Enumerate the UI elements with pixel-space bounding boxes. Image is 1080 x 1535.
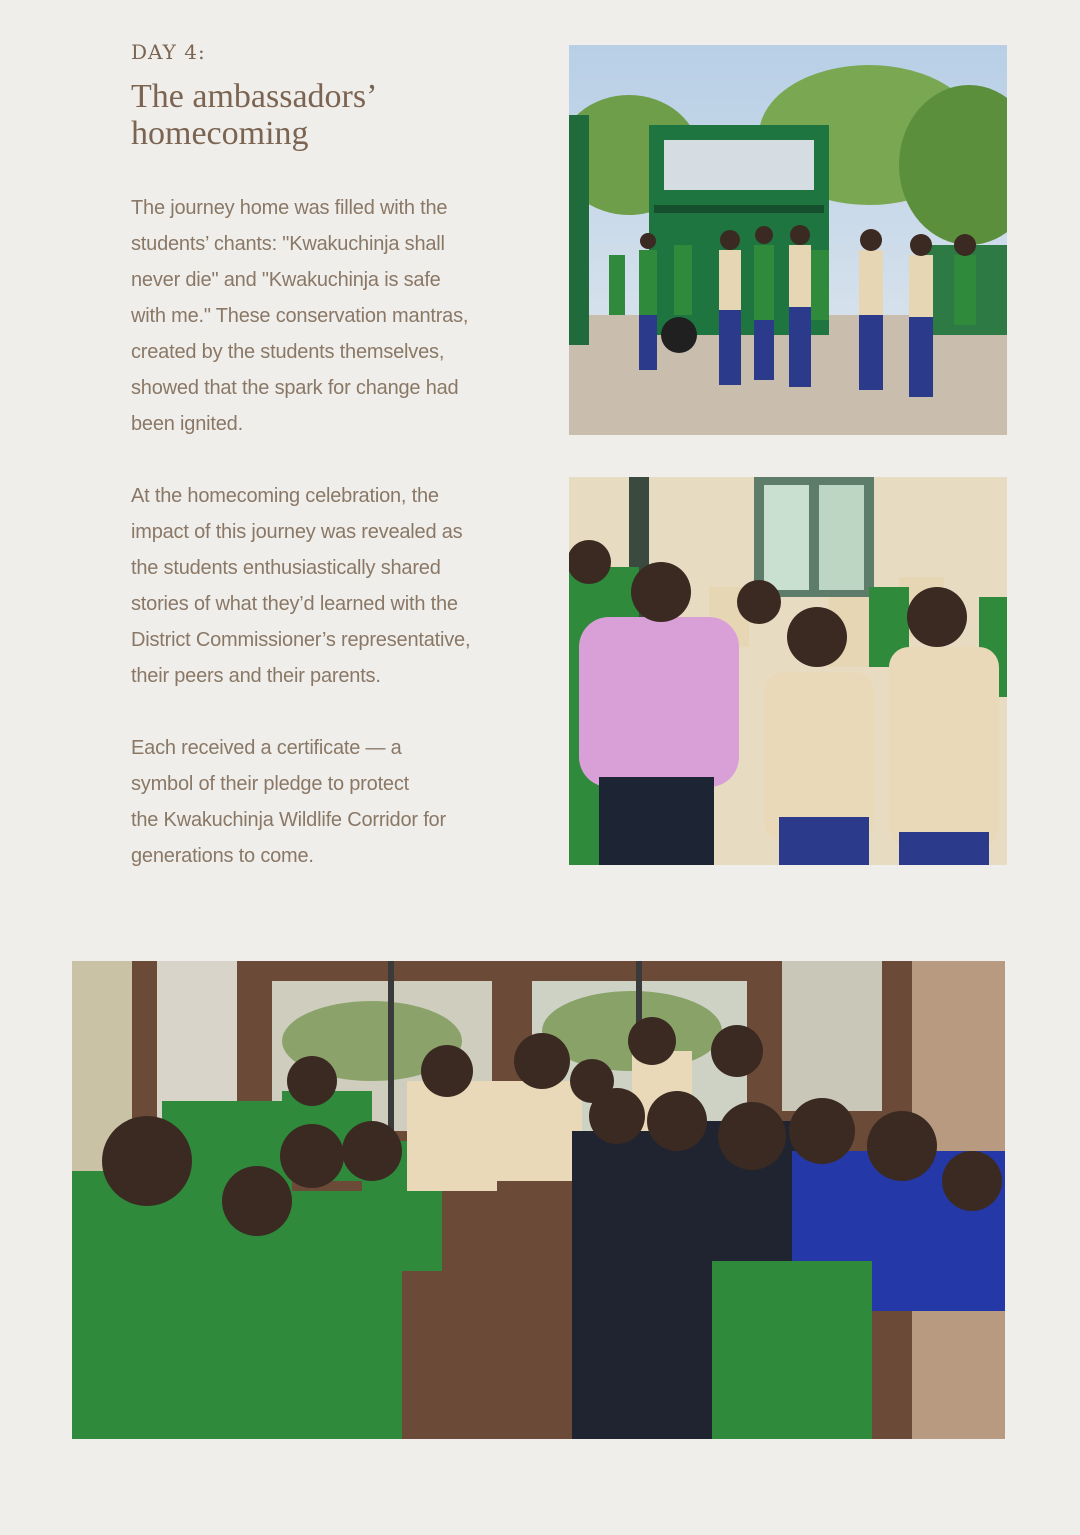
paragraph-line: The journey home was filled with the <box>131 197 448 219</box>
photo-group-in-bus <box>72 961 1005 1439</box>
paragraph-line: with me." These conservation mantras, <box>131 305 469 327</box>
paragraph-line: the students enthusiastically shared <box>131 557 441 579</box>
paragraph-line: impact of this journey was revealed as <box>131 521 463 543</box>
paragraph-line: their peers and their parents. <box>131 665 381 687</box>
section-title <box>131 78 511 152</box>
paragraph-line: District Commissioner’s representative, <box>131 629 471 651</box>
paragraph-line: generations to come. <box>131 845 314 867</box>
paragraph-line: students’ chants: "Kwakuchinja shall <box>131 233 445 255</box>
paragraph-line: created by the students themselves, <box>131 341 445 363</box>
photo-students-marching <box>569 45 1007 435</box>
section-title-line: The ambassadors’ <box>131 78 378 115</box>
paragraph-line: At the homecoming celebration, the <box>131 485 439 507</box>
paragraph-line: symbol of their pledge to protect <box>131 773 409 795</box>
paragraph-line: Each received a certificate — a <box>131 737 402 759</box>
paragraph-journey-home <box>131 190 526 442</box>
paragraph-line: stories of what they’d learned with the <box>131 593 458 615</box>
paragraph-line: been ignited. <box>131 413 243 435</box>
paragraph-line: never die" and "Kwakuchinja is safe <box>131 269 441 291</box>
photo-homecoming-celebration <box>569 477 1007 865</box>
day-label: DAY 4: <box>131 40 206 64</box>
paragraph-line: the Kwakuchinja Wildlife Corridor for <box>131 809 446 831</box>
paragraph-line: showed that the spark for change had <box>131 377 459 399</box>
paragraph-certificate <box>131 730 526 874</box>
paragraph-homecoming <box>131 478 526 694</box>
section-title-line: homecoming <box>131 115 309 152</box>
